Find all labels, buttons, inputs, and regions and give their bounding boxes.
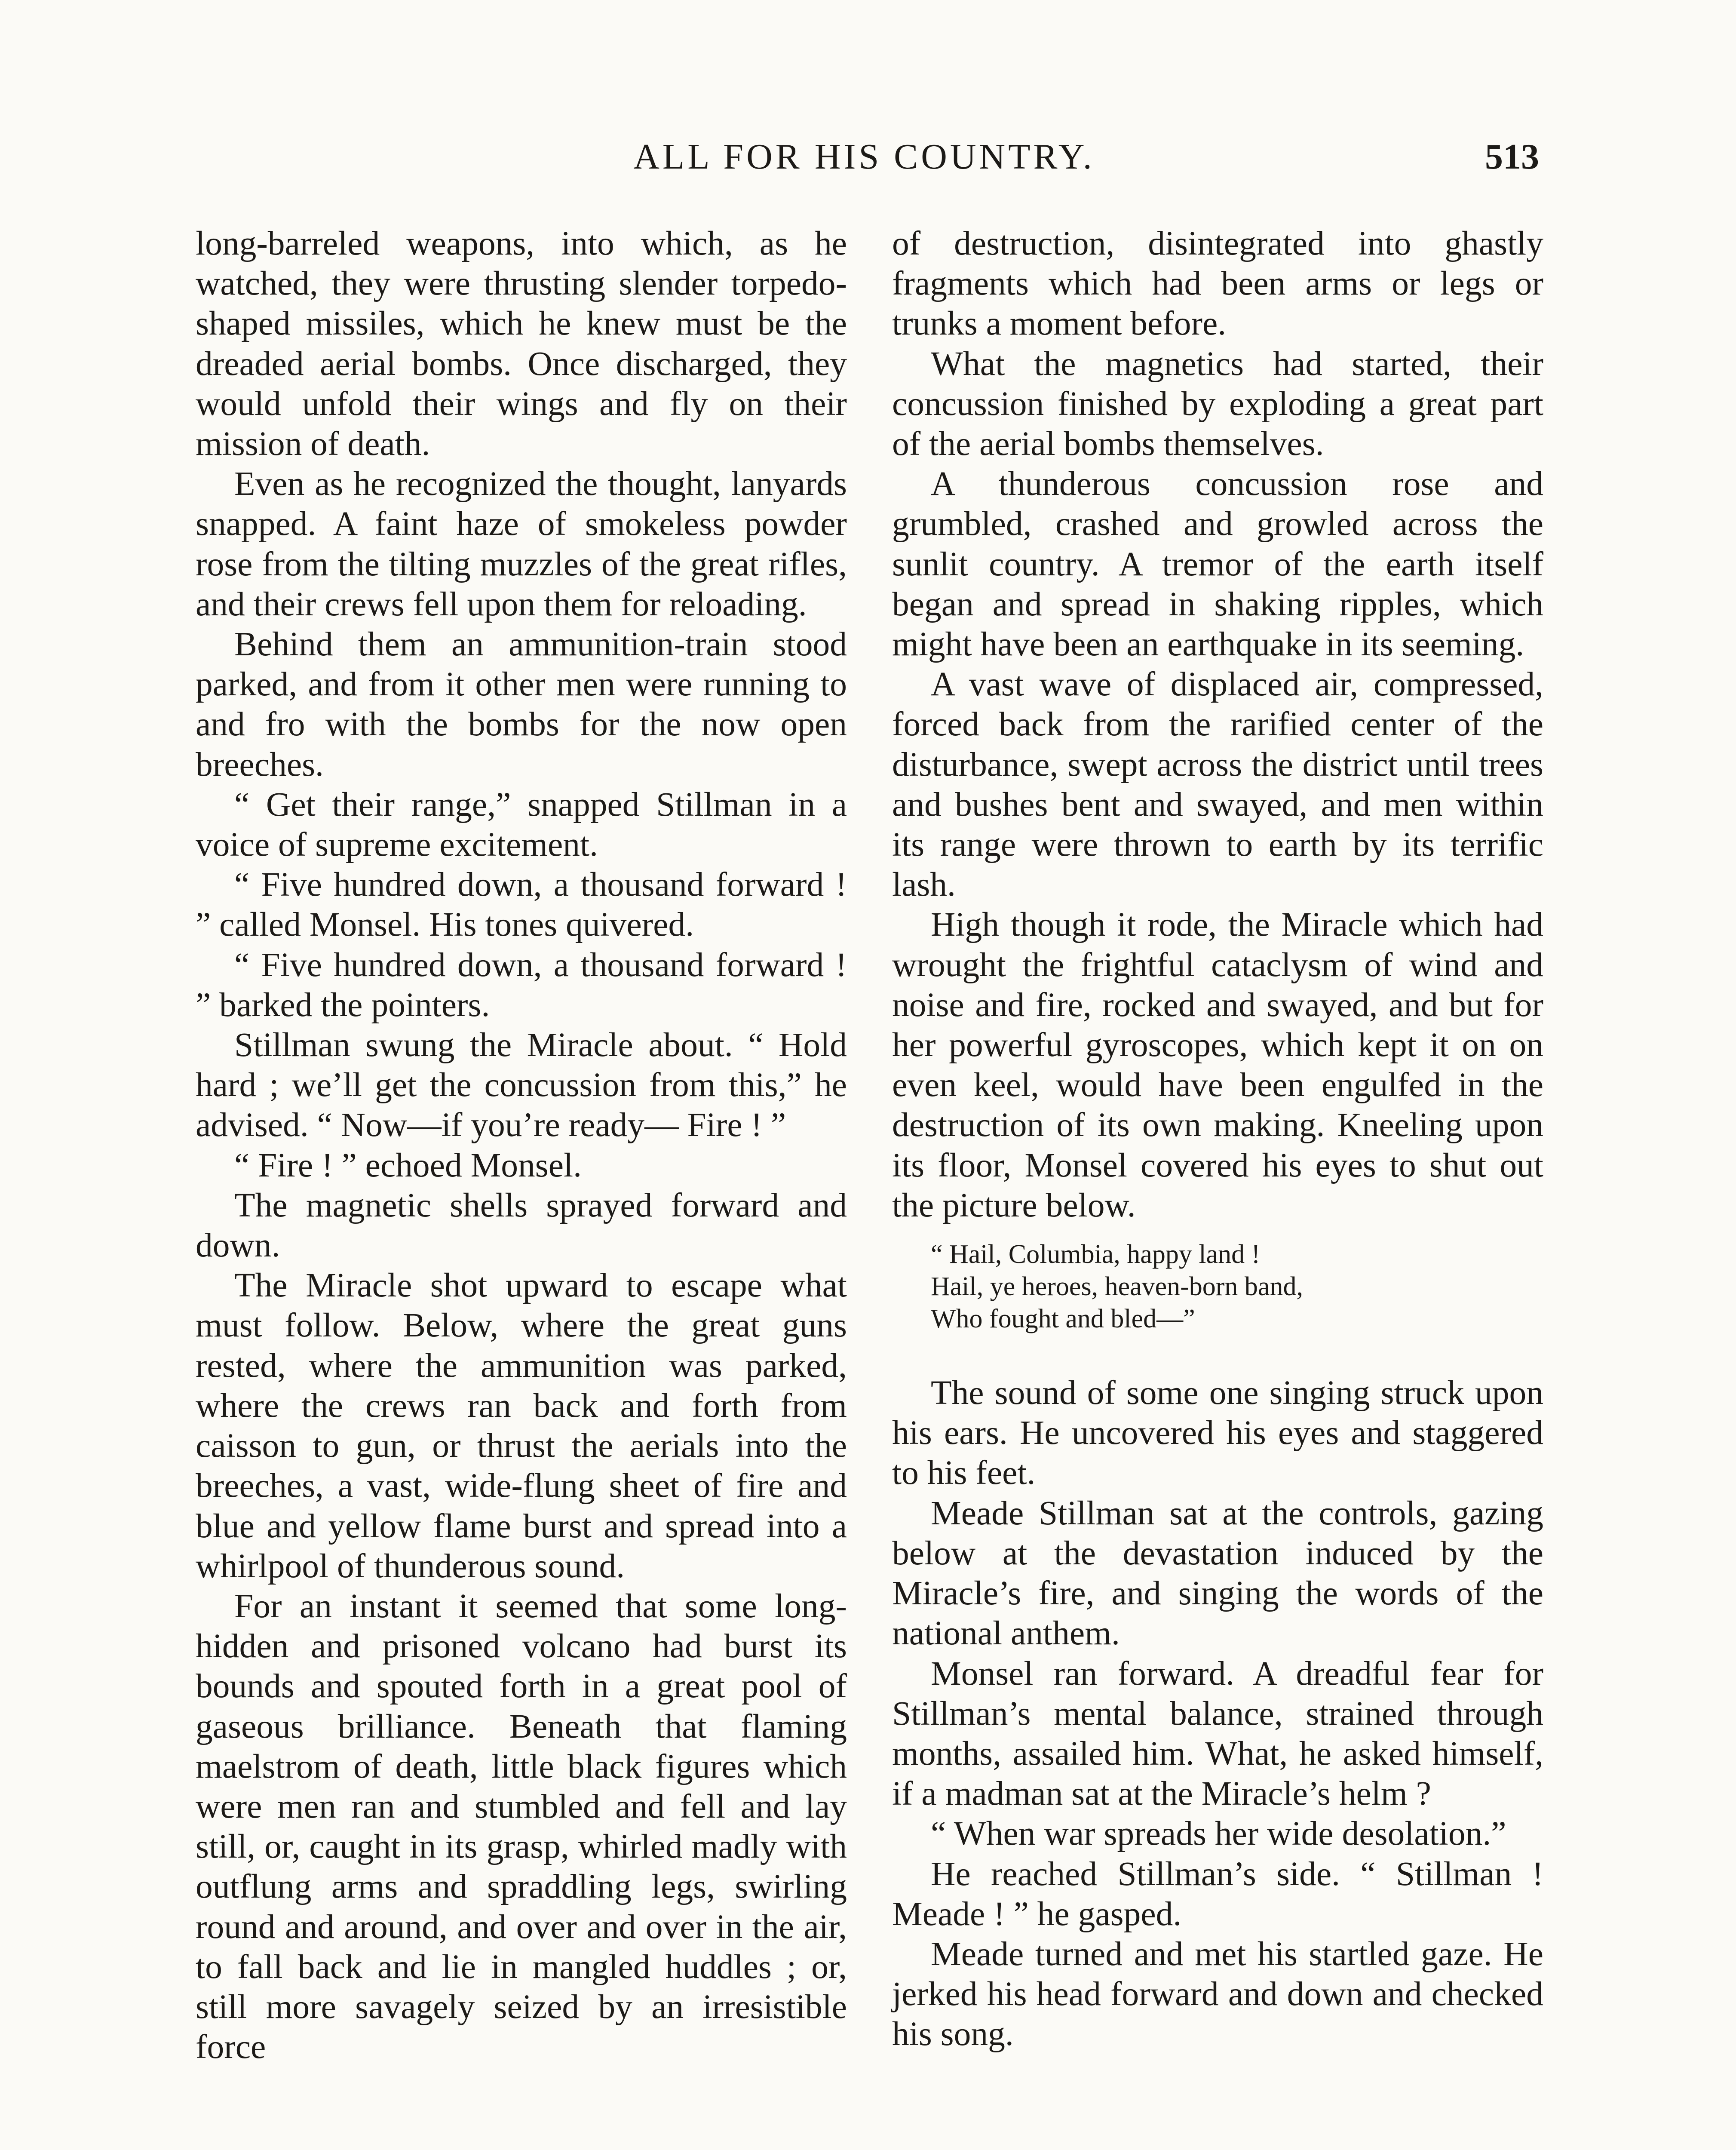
paragraph: The magnetic shells sprayed forward and down. <box>196 1186 847 1265</box>
paragraph: “ Fire ! ” echoed Monsel. <box>234 1146 582 1184</box>
verse-line: Hail, ye heroes, heaven-born band, <box>931 1272 1303 1302</box>
paragraph: A vast wave of displaced air, compressed, forced back from the rarified center of the disturbance, swept across the district until trees and bushes bent and swayed, and men within its range were thrown to earth by its terrific lash. <box>892 665 1543 904</box>
left-column <box>196 224 847 2067</box>
paragraph: A thunderous concussion rose and grumbled, crashed and growled across the sunlit country. A tremor of the earth itself began and spread in shaking ripples, which might have been an earthquake in its seeming. <box>892 465 1543 663</box>
paragraph: Behind them an ammunition-train stood parked, and from it other men were running to and fro with the bombs for the now open breeches. <box>196 625 847 783</box>
paragraph: “ Five hundred down, a thousand forward ! ” barked the pointers. <box>196 946 847 1024</box>
paragraph: The Miracle shot upward to escape what must follow. Below, where the great guns rested, where the ammunition was parked, where the crews ran back and forth from caisson to gun, or thrust the aerials into the breeches, a vast, wide-flung sheet of fire and blue and yellow flame burst and spread into a whirlpool of thunderous sound. <box>196 1266 847 1585</box>
paragraph: What the magnetics had started, their concussion finished by exploding a great part of the aerial bombs themselves. <box>892 344 1543 463</box>
paragraph: The sound of some one singing struck upon his ears. He uncovered his eyes and staggered to his feet. <box>892 1374 1543 1492</box>
paragraph: “ When war spreads her wide desolation.” <box>931 1815 1506 1853</box>
paragraph: For an instant it seemed that some long-hidden and prisoned volcano had burst its bounds and spouted forth in a great pool of gaseous brilliance. Beneath that flaming maelstrom of death, little black figures which were men ran and stumbled and fell and lay still, or, caught in its grasp, whirled madly with outflung arms and spraddling legs, swirling round and around, and over and over in the air, to fall back and lie in mangled huddles ; or, still more savagely seized by an irresistible force <box>196 1587 847 2066</box>
paragraph: “ Five hundred down, a thousand forward ! ” called Monsel. His tones quivered. <box>196 866 847 944</box>
paragraph: Stillman swung the Miracle about. “ Hold hard ; we’ll get the concussion from this,” he advised. “ Now—if you’re ready— Fire ! ” <box>196 1026 847 1144</box>
paragraph: long-barreled weapons, into which, as he watched, they were thrusting slender torpedo-shaped missiles, which he knew must be the dreaded aerial bombs. Once discharged, they would unfold their wings and fly on their mission of death. <box>196 224 847 463</box>
verse-line: “ Hail, Columbia, happy land ! <box>931 1240 1261 1269</box>
paragraph: High though it rode, the Miracle which had wrought the frightful cataclysm of wind and noise and fire, rocked and swayed, and but for her powerful gyroscopes, which kept it on on even keel, would have been engulfed in the destruction of its own making. Kneeling upon its floor, Monsel covered his eyes to shut out the picture below. <box>892 906 1543 1224</box>
running-header <box>189 133 1539 181</box>
paragraph: Monsel ran forward. A dreadful fear for Stillman’s mental balance, strained through months, assailed him. What, he asked himself, if a madman sat at the Miracle’s helm ? <box>892 1654 1543 1813</box>
paragraph: Even as he recognized the thought, lanyards snapped. A faint haze of smokeless powder rose from the tilting muzzles of the great rifles, and their crews fell upon them for reloading. <box>196 465 847 623</box>
verse-quote <box>931 1238 1543 1335</box>
page-number: 513 <box>1485 137 1539 177</box>
paragraph: Meade Stillman sat at the controls, gazing below at the devastation induced by the Miracle’s fire, and singing the words of the national anthem. <box>892 1494 1543 1652</box>
paragraph: He reached Stillman’s side. “ Stillman ! Meade ! ” he gasped. <box>892 1855 1543 1933</box>
right-column <box>892 224 1543 2055</box>
paragraph: Meade turned and met his startled gaze. He jerked his head forward and down and checked his song. <box>892 1935 1543 2053</box>
paragraph: “ Get their range,” snapped Stillman in a voice of supreme excitement. <box>196 785 847 864</box>
verse-line: Who fought and bled—” <box>931 1304 1195 1334</box>
running-title: ALL FOR HIS COUNTRY. <box>633 137 1095 177</box>
paragraph: of destruction, disintegrated into ghastly fragments which had been arms or legs or trunks a moment before. <box>892 224 1543 343</box>
